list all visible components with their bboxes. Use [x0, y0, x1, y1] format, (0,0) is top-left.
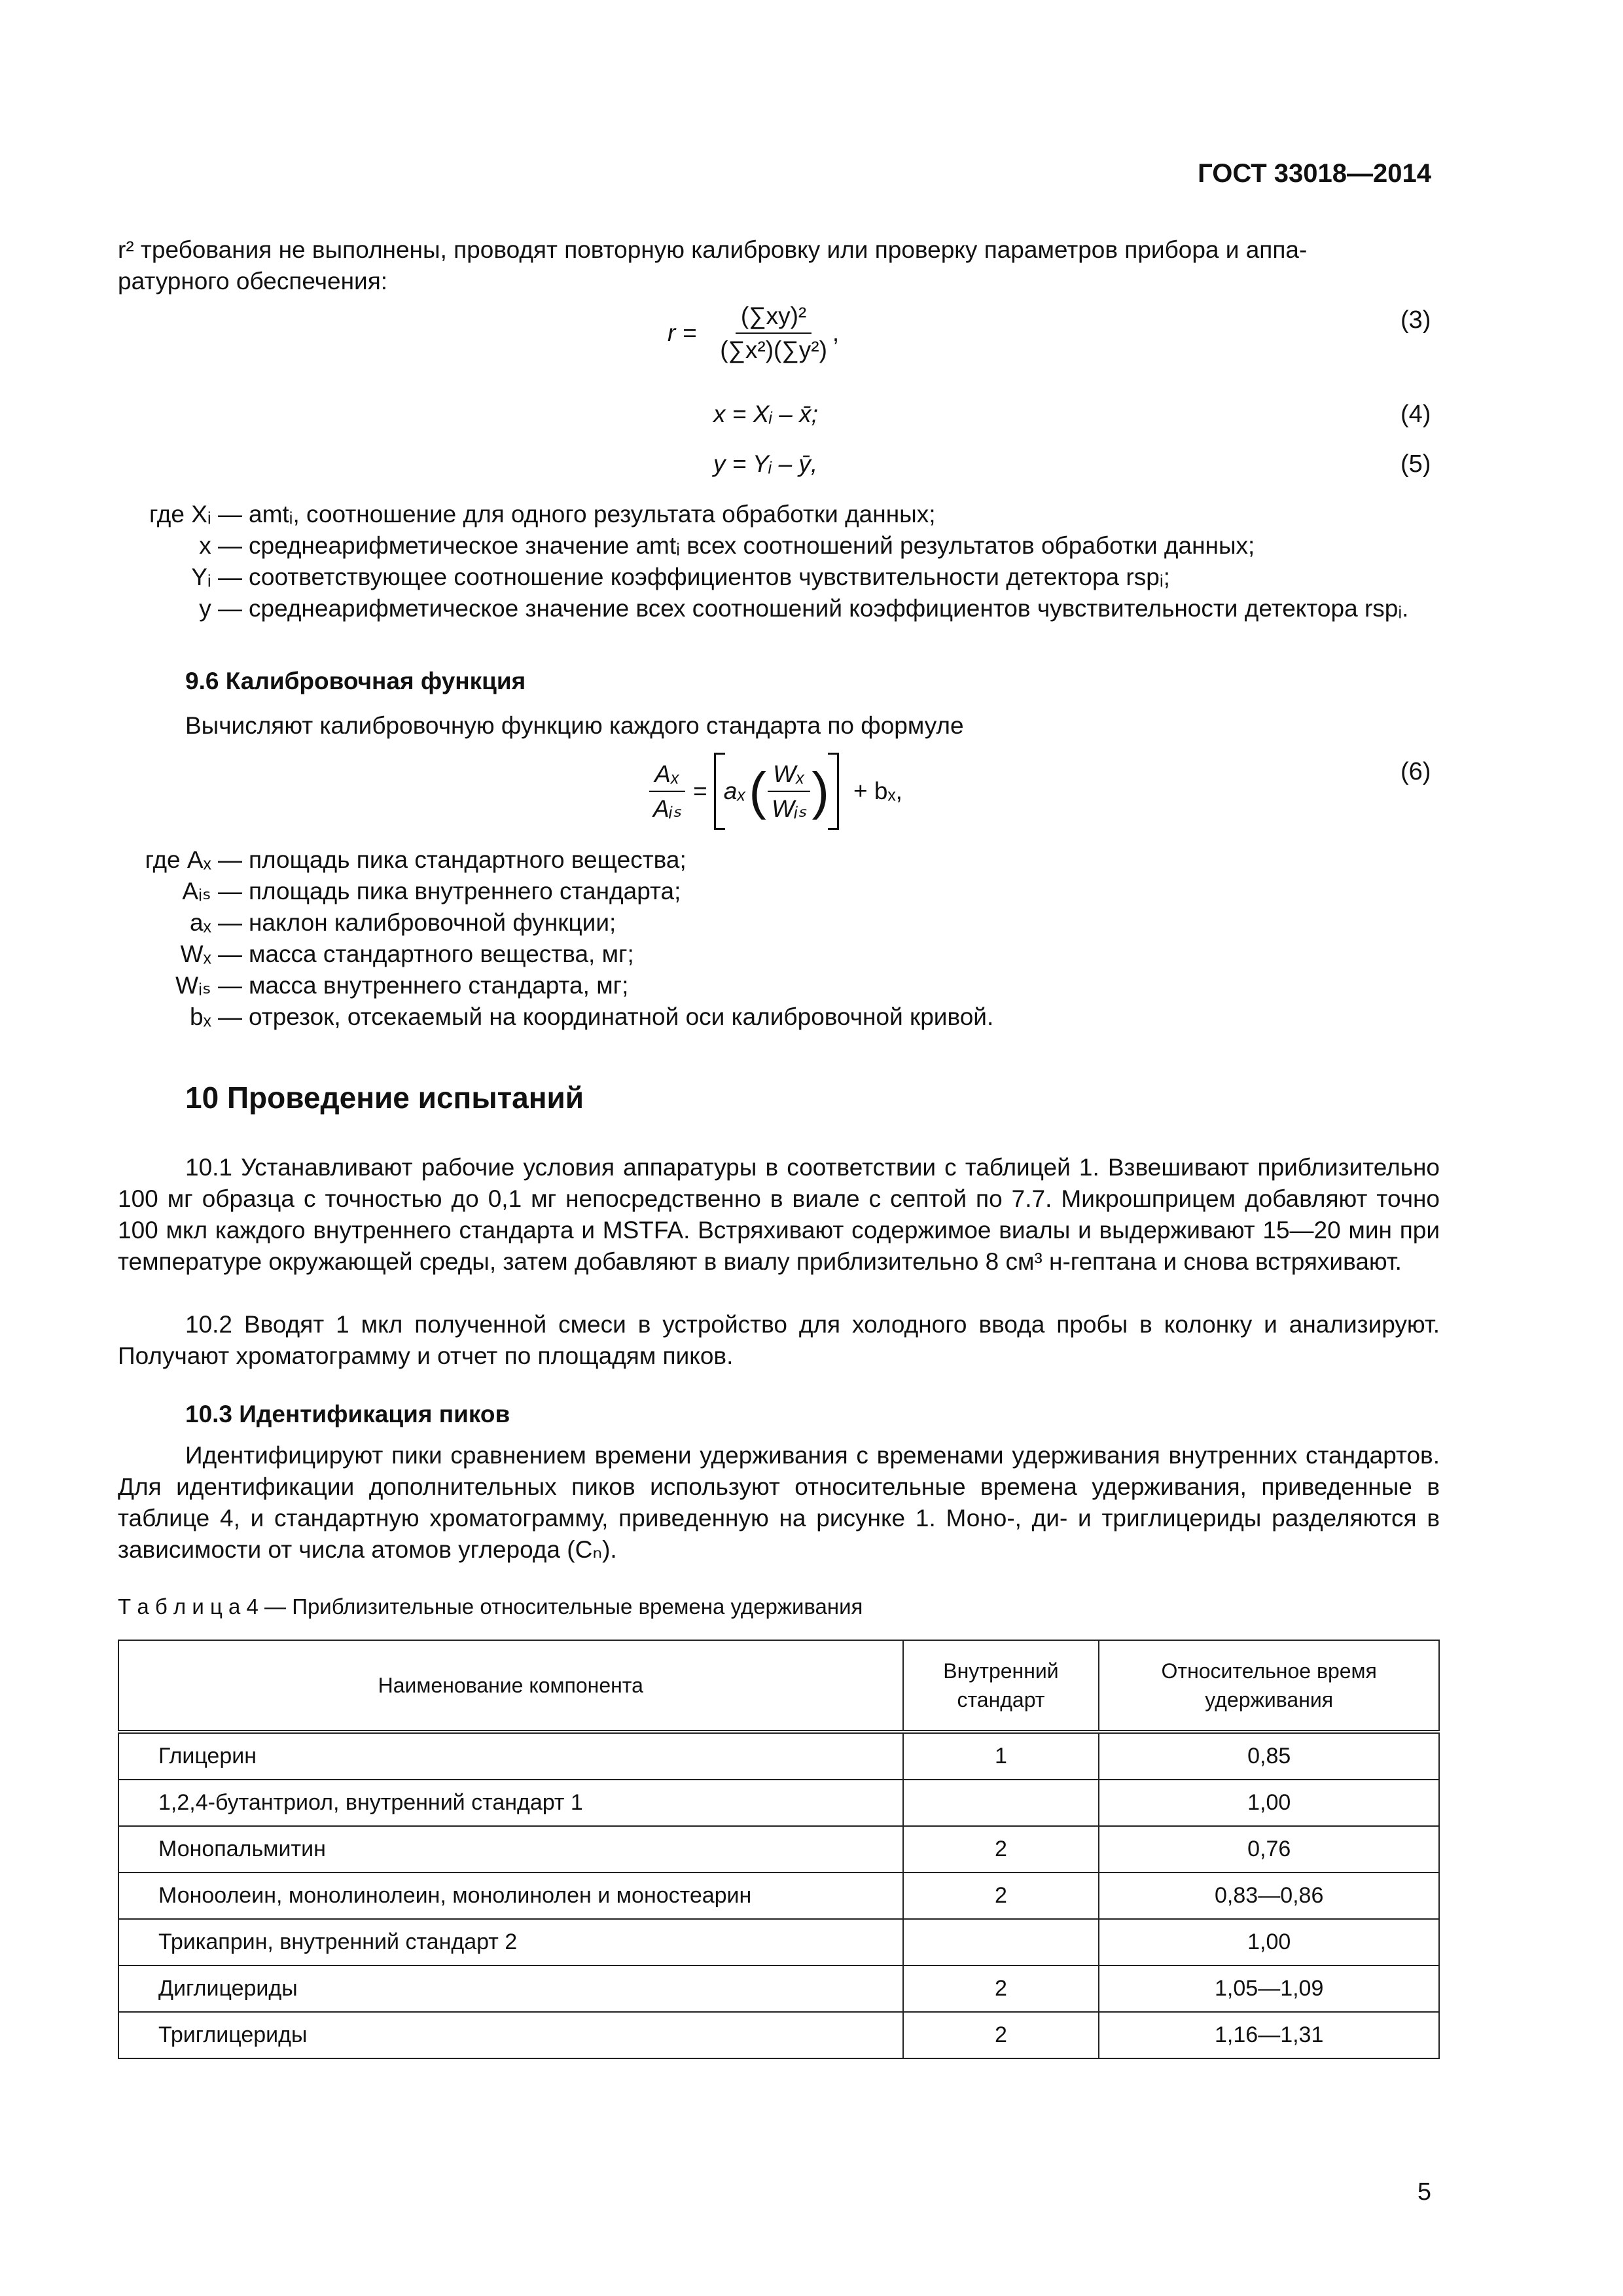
paragraph-10-2: 10.2 Вводят 1 мкл полученной смеси в устройство для холодного ввода пробы в колонку и анализируют. Получают хроматограмму и отчет по площадям пиков.: [118, 1311, 1440, 1369]
variable-item: Wₓ — масса стандартного вещества, мг;: [180, 941, 634, 967]
eq3-number: (3): [1400, 306, 1431, 334]
eq6-lhs-fraction: [648, 761, 687, 823]
equation-5: [713, 450, 817, 478]
eq4-text: x = Xᵢ – x̄;: [713, 401, 818, 427]
eq6-number: (6): [1400, 758, 1431, 785]
variable-item: x — среднеарифметическое значение amtᵢ всех соотношений результатов обработки данных;: [199, 532, 1255, 559]
table-row: Трикаприн, внутренний стандарт 2 1,00: [118, 1919, 1439, 1965]
section-9-6-text: Вычисляют калибровочную функцию каждого стандарта по формуле: [185, 712, 964, 739]
intro-line-1: r² требования не выполнены, проводят повторную калибровку или проверку параметров прибора и аппа-: [118, 236, 1308, 263]
section-10-3-title: 10.3 Идентификация пиков: [185, 1401, 510, 1427]
variable-item: bₓ — отрезок, отсекаемый на координатной оси калибровочной кривой.: [190, 1003, 994, 1030]
equation-3: [668, 302, 839, 364]
table-row: Глицерин 1 0,85: [118, 1732, 1439, 1780]
variable-item: Wᵢₛ — масса внутреннего стандарта, мг;: [175, 972, 629, 999]
table-row: 1,2,4-бутантриол, внутренний стандарт 1 1,00: [118, 1780, 1439, 1826]
eq4-number: (4): [1400, 401, 1431, 428]
table-row: Монопальмитин 2 0,76: [118, 1826, 1439, 1873]
variable-item: где Xᵢ — amtᵢ, соотношение для одного результата обработки данных;: [149, 501, 936, 528]
table-header-row: [118, 1640, 1439, 1732]
eq6-w-fraction: [766, 761, 812, 823]
eq3-denominator: (∑x²)(∑y²): [720, 336, 827, 363]
eq6-tail: + bₓ,: [853, 778, 902, 804]
table-row: Диглицериды 2 1,05—1,09: [118, 1965, 1439, 2012]
intro-paragraph: [118, 234, 1440, 297]
eq6-w-den: Wᵢₛ: [772, 795, 807, 822]
equation-4: [713, 401, 818, 428]
eq6-w-num: Wₓ: [768, 761, 810, 792]
table-4-caption: Т а б л и ц а 4 — Приблизительные относительные времена удерживания: [118, 1594, 863, 1619]
eq6-lhs-num: Aₓ: [649, 761, 685, 792]
section-10-title: 10 Проведение испытаний: [185, 1081, 584, 1115]
variable-item: где Aₓ — площадь пика стандартного вещества;: [145, 846, 687, 873]
equation-6: [648, 753, 902, 830]
col-header-retention-time: Относительное время удерживания: [1099, 1640, 1439, 1732]
variable-item: y — среднеарифметическое значение всех соотношений коэффициентов чувствительности детектора rspᵢ.: [199, 595, 1409, 622]
col-header-internal-standard: Внутренний стандарт: [903, 1640, 1099, 1732]
paragraph-10-1: 10.1 Устанавливают рабочие условия аппаратуры в соответствии с таблицей 1. Взвешивают приблизительно 100 мг образца с точностью до 0,1 мг непосредственно в виале с септой по 7.7. Микрошприцем добавляют точно 100 мкл каждого внутреннего стандарта и MSTFA. Встряхивают содержимое виалы и выдерживают 15—20 мин при температуре окружающей среды, затем добавляют в виалу приблизительно 8 см³ н-гептана и снова встряхивают.: [118, 1154, 1440, 1275]
table-row: Моноолеин, монолинолеин, монолинолен и моностеарин 2 0,83—0,86: [118, 1873, 1439, 1919]
intro-line-2: ратурного обеспечения:: [118, 268, 388, 295]
eq3-fraction: [715, 302, 832, 364]
variable-list-2: [118, 844, 1440, 1033]
table-row: Триглицериды 2 1,16—1,31: [118, 2012, 1439, 2058]
variable-item: aₓ — наклон калибровочной функции;: [190, 909, 616, 936]
eq3-lhs: r =: [668, 319, 697, 346]
eq6-lhs-den: Aᵢₛ: [653, 795, 682, 822]
eq5-number: (5): [1400, 450, 1431, 478]
document-id: ГОСТ 33018—2014: [1198, 159, 1431, 188]
col-header-component: Наименование компонента: [118, 1640, 903, 1732]
page-number: 5: [1417, 2178, 1431, 2206]
variable-item: Yᵢ — соответствующее соотношение коэффициентов чувствительности детектора rspᵢ;: [191, 564, 1170, 590]
section-9-6-title: 9.6 Калибровочная функция: [185, 668, 526, 694]
eq3-numerator: (∑xy)²: [736, 302, 812, 334]
variable-item: Aᵢₛ — площадь пика внутреннего стандарта;: [182, 878, 681, 905]
table-4: [118, 1640, 1440, 2059]
eq6-open-paren: (: [749, 762, 767, 820]
variable-list-1: [118, 499, 1440, 624]
eq6-close-paren: ): [812, 762, 829, 820]
paragraph-10-3: Идентифицируют пики сравнением времени удерживания с временами удерживания внутренних стандартов. Для идентификации дополнительных пиков используют относительные времена удерживания, приведенные в таблице 4, и стандартную хроматограмму, приведенную на рисунке 1. Моно-, ди- и триглицериды разделяются в зависимости от числа атомов углерода (Cₙ).: [118, 1442, 1440, 1563]
eq6-coef: aₓ: [723, 778, 747, 804]
eq6-equals: =: [693, 778, 707, 804]
eq6-bracket: [714, 753, 839, 830]
eq3-tail: ,: [832, 319, 840, 346]
eq5-text: y = Yᵢ – ȳ,: [713, 450, 818, 477]
